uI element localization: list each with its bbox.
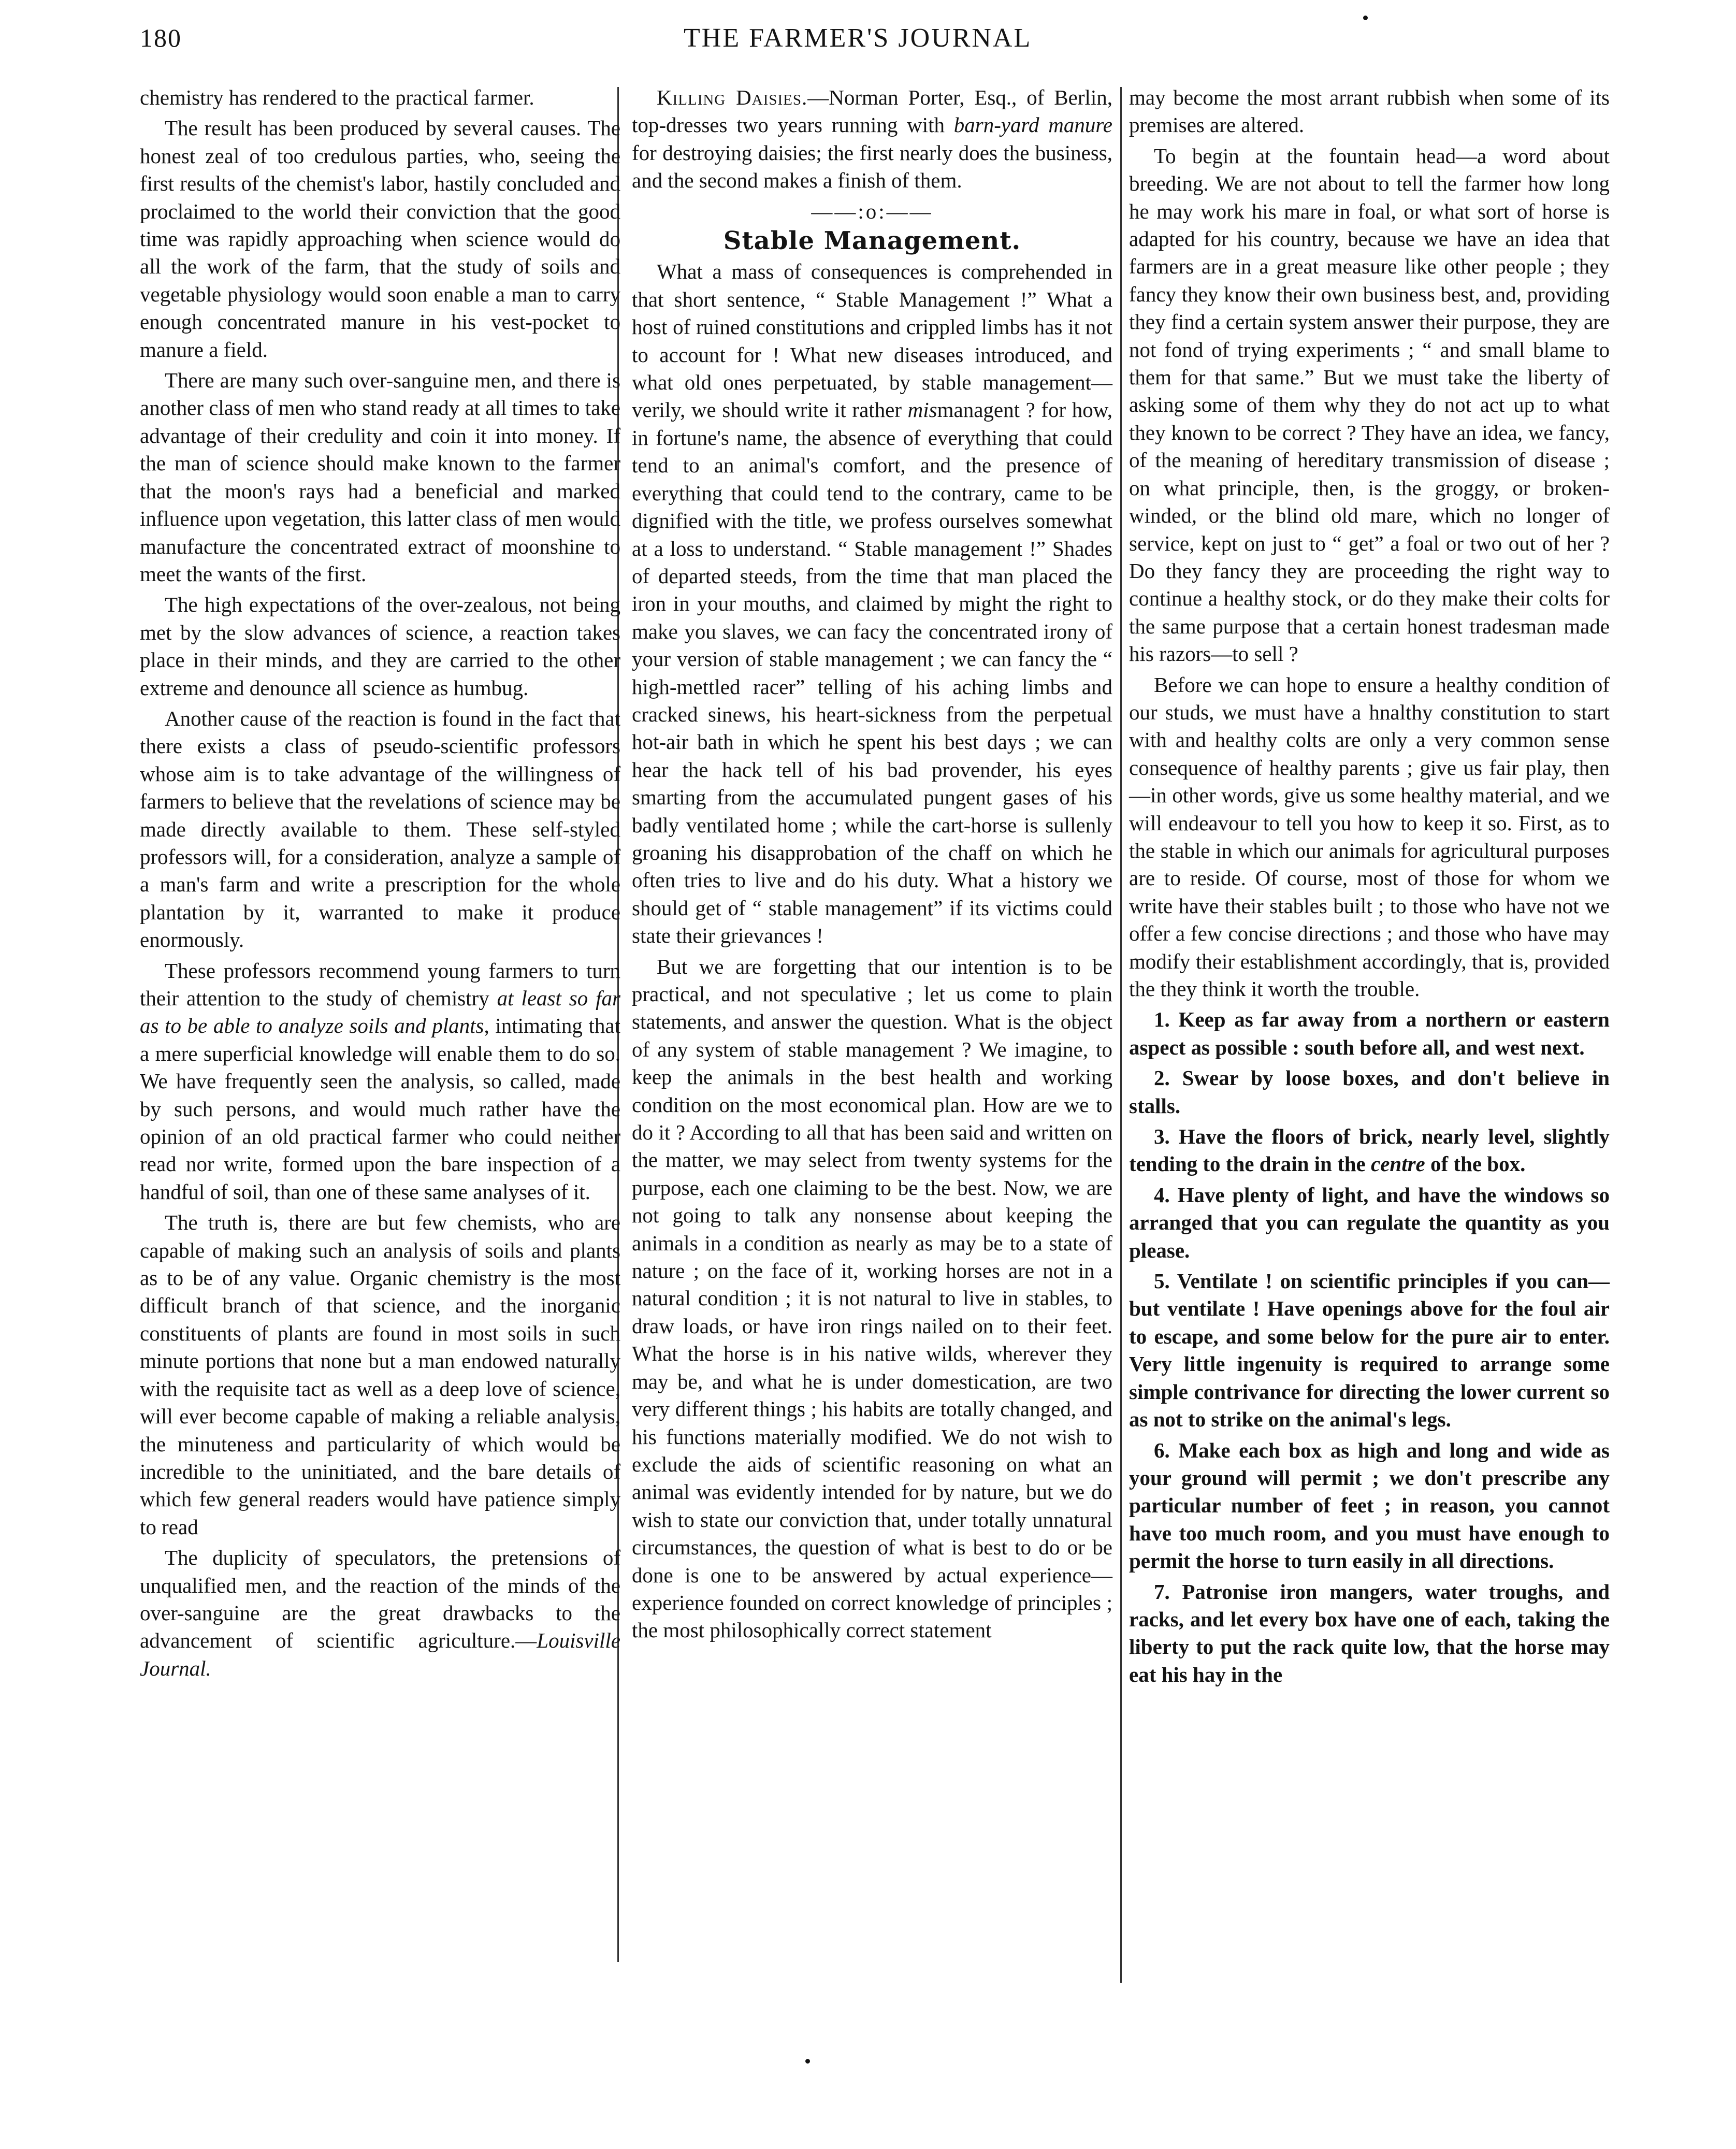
paragraph: The truth is, there are but few chemists, who are capable of making such an analysis of soils and plants as to be of any value. Organic chemistry is the most difficult branch of that science, and the inorganic constituents of plants are found in most soils in such minute portions that none but a man endowed naturally with the requisite tact as well as a deep love of science, will ever become capable of making a reliable analysis, the minuteness and particularity of which would be incredible to the uninitiated, and the bare details of which few general readers would have patience simply to read xyxy=(140,1210,620,1539)
source-citation: Louisville Journal. xyxy=(140,1628,620,1680)
italic-phrase: mis xyxy=(907,398,937,422)
text-run: The duplicity of speculators, the pretensions of unqualified men, and the reaction of the minds of the over-sanguine are the great drawbacks to the advancement of scientific agriculture.— xyxy=(140,1546,620,1653)
list-item: 2. Swear by loose boxes, and don't believe in stalls. xyxy=(1129,1066,1610,1118)
text-run: What a mass of consequences is comprehended in that short sentence, “ Stable Management !” What a host of ruined constitutions and crippled limbs has it not to account for ! What new diseases introduced, and what old ones perpetuated, by stable management—verily, we should write it rather xyxy=(632,259,1112,422)
list-item: 1. Keep as far away from a northern or eastern aspect as possible : south before all, and west next. xyxy=(1129,1007,1610,1059)
text-run: —Norman Porter, Esq., of Berlin, top-dresses two years running with xyxy=(632,85,1113,137)
list-item xyxy=(1129,1123,1610,1178)
column-3 xyxy=(1129,84,1610,1692)
text-run: managent ? for how, in fortune's name, the absence of everything that could tend to an animal's comfort, and the presence of everything that could tend to the contrary, came to be dignified with the title, we profess ourselves somewhat at a loss to understand. “ Stable management !” Shades of departed steeds, from the time that man placed the iron in your mouths, and claimed by might the right to make you slaves, we can facy the concentrated irony of your version of stable management ; we can fancy the “ high-mettled racer” telling of his aching limbs and cracked sinews, his heart-sickness from the perpetual hot-air bath in which he spent his best days ; we can hear the hack tell of his bad provender, his eyes smarting from the accumulated pungent gases of his badly ventilated home ; while the cart-horse is sullenly groaning his disapprobation of the chaff on which he often tries to live and do his duty. What a history we should get of “ stable management” if its victims could state their grievances ! xyxy=(632,398,1113,948)
section-heading: Stable Management. xyxy=(723,226,1021,256)
list-item: 5. Ventilate ! on scientific principles if you can—but ventilate ! Have openings above for the foul air to escape, and some below for the pure air to enter. Very little ingenuity is required to arrange some simple contrivance for directing the lower current so as not to strike on the animal's legs. xyxy=(1129,1269,1610,1432)
paragraph: Another cause of the reaction is found in the fact that there exists a class of pseudo-scientific professors whose aim is to take advantage of the willingness of farmers to believe that the revelations of science may be made directly available to them. These self-styled professors will, for a consideration, analyze a sample of a man's farm and write a prescription for the whole plantation by it, warranted to make it produce enormously. xyxy=(140,706,620,952)
text-run: of the box. xyxy=(1425,1152,1526,1176)
text-run: for destroying daisies; the first nearly does the business, and the second makes a finish of them. xyxy=(632,140,1112,193)
section-separator: ——:o:—— xyxy=(811,199,933,223)
paragraph: The result has been produced by several causes. The honest zeal of too credulous parties, who, seeing the first results of the chemist's labor, hastily concluded and proclaimed to the world their conviction that the good time was rapidly approaching when science would do all the work of the farm, that the study of soils and vegetable physiology would soon enable a man to carry enough concentrated manure in his vest-pocket to manure a field. xyxy=(140,116,620,362)
column-2 xyxy=(632,84,1112,1648)
item-title: Killing Daisies. xyxy=(657,85,808,109)
paragraph xyxy=(140,957,620,1206)
paragraph: The high expectations of the over-zealous, not being met by the slow advances of science, a reaction takes place in their minds, and they are carried to the other extreme and denounce all science as humbug. xyxy=(140,593,620,700)
italic-phrase: barn-yard manure xyxy=(953,113,1112,137)
column-rule-right xyxy=(1120,87,1122,1983)
italic-phrase: at least so far as to be able to analyze soils and plants xyxy=(140,986,620,1038)
paragraph: may become the most arrant rubbish when some of its premises are altered. xyxy=(1129,85,1610,137)
column-1 xyxy=(140,84,620,1685)
paragraph: To begin at the fountain head—a word about breeding. We are not about to tell the farmer how long he may work his mare in foal, or what sort of horse is adapted for his country, because we have an idea that farmers are in a great measure like other people ; they fancy they know their own business best, and, providing they find a certain system answer their purpose, they are not fond of trying experiments ; “ and small blame to them for that same.” But we must take the liberty of asking some of them why they do not act up to what they known to be correct ? They have an idea, we fancy, of the meaning of hereditary transmission of disease ; on what principle, then, is the groggy, or broken-winded, or the blind old mare, which no longer of service, kept on just to “ get” a foal or two out of her ? Do they fancy they are proceeding the right way to continue a healthy stock, or do they make their colts for the same purpose that a certain honest tradesman made his razors—to sell ? xyxy=(1129,143,1610,666)
ink-speck xyxy=(805,2059,810,2064)
paragraph xyxy=(632,258,1112,949)
paragraph: There are many such over-sanguine men, and there is another class of men who stand ready at all times to take advantage of their credulity and coin it into money. If the man of science should make known to the farmer that the moon's rays had a beneficial and marked influence upon vegetation, this latter class of men would manufacture the concentrated extract of moonshine to meet the wants of the first. xyxy=(140,368,620,586)
italic-phrase: centre xyxy=(1371,1152,1425,1176)
paragraph: But we are forgetting that our intention is to be practical, and not speculative ; let us come to plain statements, and answer the question. What is the object of any system of stable management ? We imagine, to keep the animals in the best health and working condition on the most economical plan. How are we to do it ? According to all that has been said and written on the matter, we may select from twenty systems for the purpose, each one claiming to be the best. Now, we are not going to talk any nonsense about keeping the animals in a condition as nearly as may be to a state of nature ; on the face of it, working horses are not in a natural condition ; it is not natural to live in stables, to draw loads, or have iron rings nailed on to their feet. What the horse is in his native wilds, wherever they may be, and what he is under domestication, are two very different things ; his habits are totally changed, and his functions materially modified. We do not wish to exclude the aids of scientific reasoning on what an animal was evidently intended for by nature, but we do wish to state our conviction that, under totally unnatural circumstances, the question of what is best to do or be done is one to be answered by actual experience—experience founded on correct knowledge of principles ; the most philosophically correct statement xyxy=(632,954,1112,1642)
page-number: 180 xyxy=(140,23,182,52)
list-item: 4. Have plenty of light, and have the windows so arranged that you can regulate the quantity as you please. xyxy=(1129,1182,1610,1262)
paragraph xyxy=(140,1544,620,1682)
running-head: THE FARMER'S JOURNAL xyxy=(684,23,1032,53)
paragraph: chemistry has rendered to the practical farmer. xyxy=(140,85,534,109)
paragraph xyxy=(632,84,1112,195)
list-item: 6. Make each box as high and long and wide as your ground will permit ; we don't prescribe any particular number of feet ; in reason, you cannot have too much room, and you must have enough to permit the horse to turn easily in all directions. xyxy=(1129,1438,1610,1573)
text-run: 3. Have the floors of brick, nearly level, slightly tending to the drain in the xyxy=(1129,1124,1610,1176)
list-item: 7. Patronise iron mangers, water troughs, and racks, and let every box have one of each, taking the liberty to put the rack quite low, that the horse may eat his hay in the xyxy=(1129,1579,1610,1686)
text-run: , intimating that a mere superficial knowledge will enable them to do so. We have frequently seen the analysis, so called, made by such persons, and would much rather have the opinion of an old practical farmer who could neither read nor write, formed upon the bare inspection of a handful of soil, than one of these same analyses of it. xyxy=(140,1014,620,1204)
ink-speck xyxy=(1363,16,1368,20)
text-run: These professors recommend young farmers to turn their attention to the study of chemistry xyxy=(140,958,620,1010)
paragraph: Before we can hope to ensure a healthy condition of our studs, we must have a hnalthy constitution to start with and healthy colts are only a very common sense consequence of healthy parents ; give us fair play, then—in other words, give us some healthy material, and we will endeavour to tell you how to keep it so. First, as to the stable in which our animals for agricultural purposes are to reside. Of course, most of those for whom we write have their stables built ; to those who have not we offer a few concise directions ; and those who have may modify their establishment accordingly, that is, provided the they think it worth the trouble. xyxy=(1129,672,1610,1001)
